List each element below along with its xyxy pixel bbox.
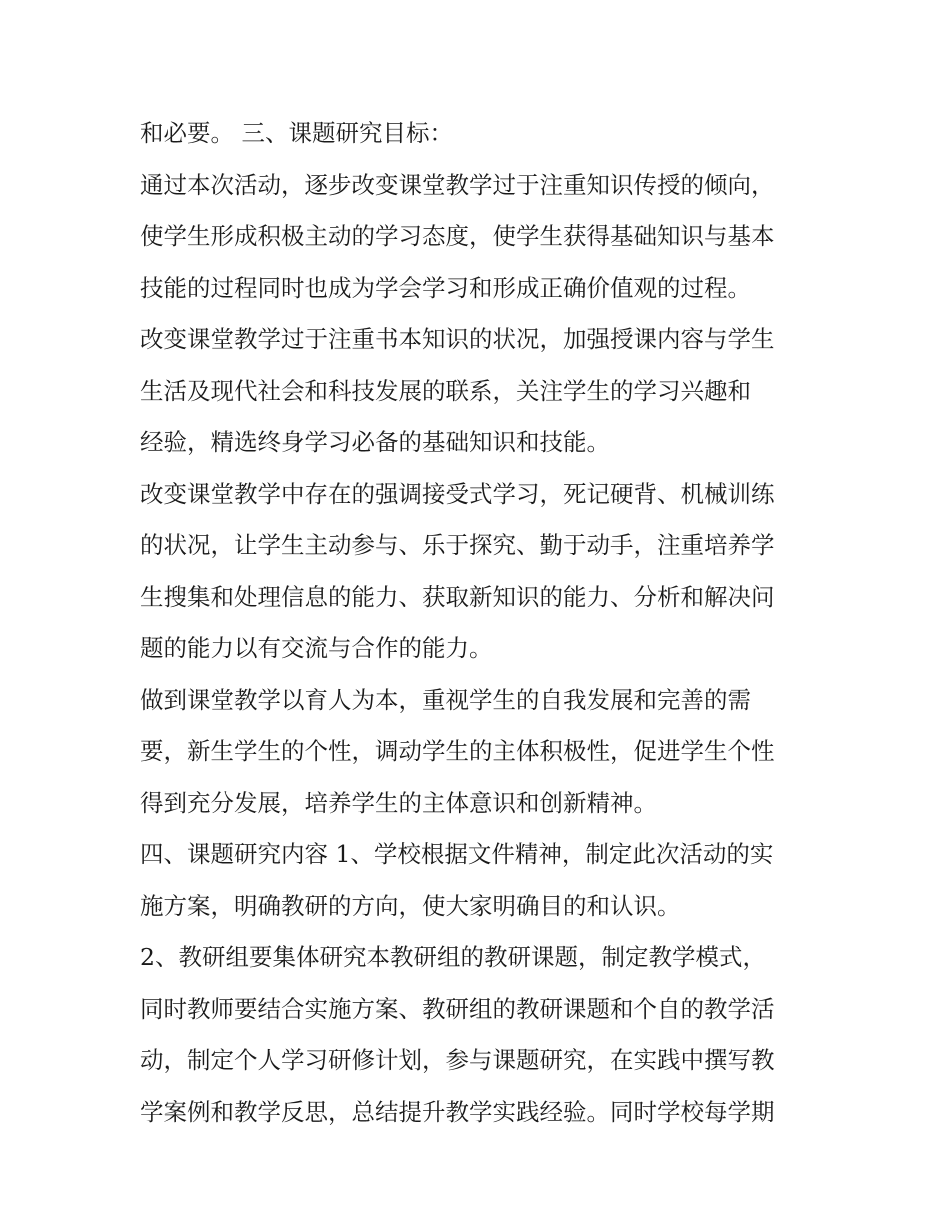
text-line: 做到课堂教学以育人为本，重视学生的自我发展和完善的需 — [140, 685, 751, 714]
text-line: 要，新生学生的个性，调动学生的主体积极性，促进学生个性 — [140, 737, 775, 765]
text-line: 动，制定个人学习研修计划，参与课题研究，在实践中撰写教 — [140, 1046, 775, 1074]
text-line: 同时教师要结合实施方案、教研组的教研课题和个自的教学活 — [140, 994, 775, 1023]
text-line: 四、课题研究内容 1、学校根据文件精神，制定此次活动的实 — [140, 840, 774, 868]
text-line: 生搜集和处理信息的能力、获取新知识的能力、分析和解决问 — [140, 582, 775, 611]
text-line: 改变课堂教学中存在的强调接受式学习，死记硬背、机械训练 — [140, 479, 775, 508]
text-line: 施方案，明确教研的方向，使大家明确目的和认识。 — [140, 891, 681, 920]
text-line: 改变课堂教学过于注重书本知识的状况，加强授课内容与学生 — [140, 325, 775, 353]
body-text — [140, 108, 830, 1138]
text-line: 的状况，让学生主动参与、乐于探究、勤于动手，注重培养学 — [140, 531, 775, 559]
text-line: 通过本次活动，逐步改变课堂教学过于注重知识传授的倾向， — [140, 170, 775, 199]
text-line: 和必要。 三、课题研究目标： — [140, 119, 453, 147]
text-line: 学案例和教学反思，总结提升教学实践经验。同时学校每学期 — [140, 1097, 775, 1126]
text-line: 得到充分发展，培养学生的主体意识和创新精神。 — [140, 788, 657, 817]
text-line: 生活及现代社会和科技发展的联系，关注学生的学习兴趣和 — [140, 376, 751, 405]
text-line: 使学生形成积极主动的学习态度，使学生获得基础知识与基本 — [140, 222, 775, 250]
text-line: 题的能力以有交流与合作的能力。 — [140, 634, 493, 662]
text-line: 2、教研组要集体研究本教研组的教研课题，制定教学模式， — [140, 943, 766, 971]
text-line: 经验，精选终身学习必备的基础知识和技能。 — [140, 428, 610, 456]
text-line: 技能的过程同时也成为学会学习和形成正确价值观的过程。 — [140, 273, 751, 302]
